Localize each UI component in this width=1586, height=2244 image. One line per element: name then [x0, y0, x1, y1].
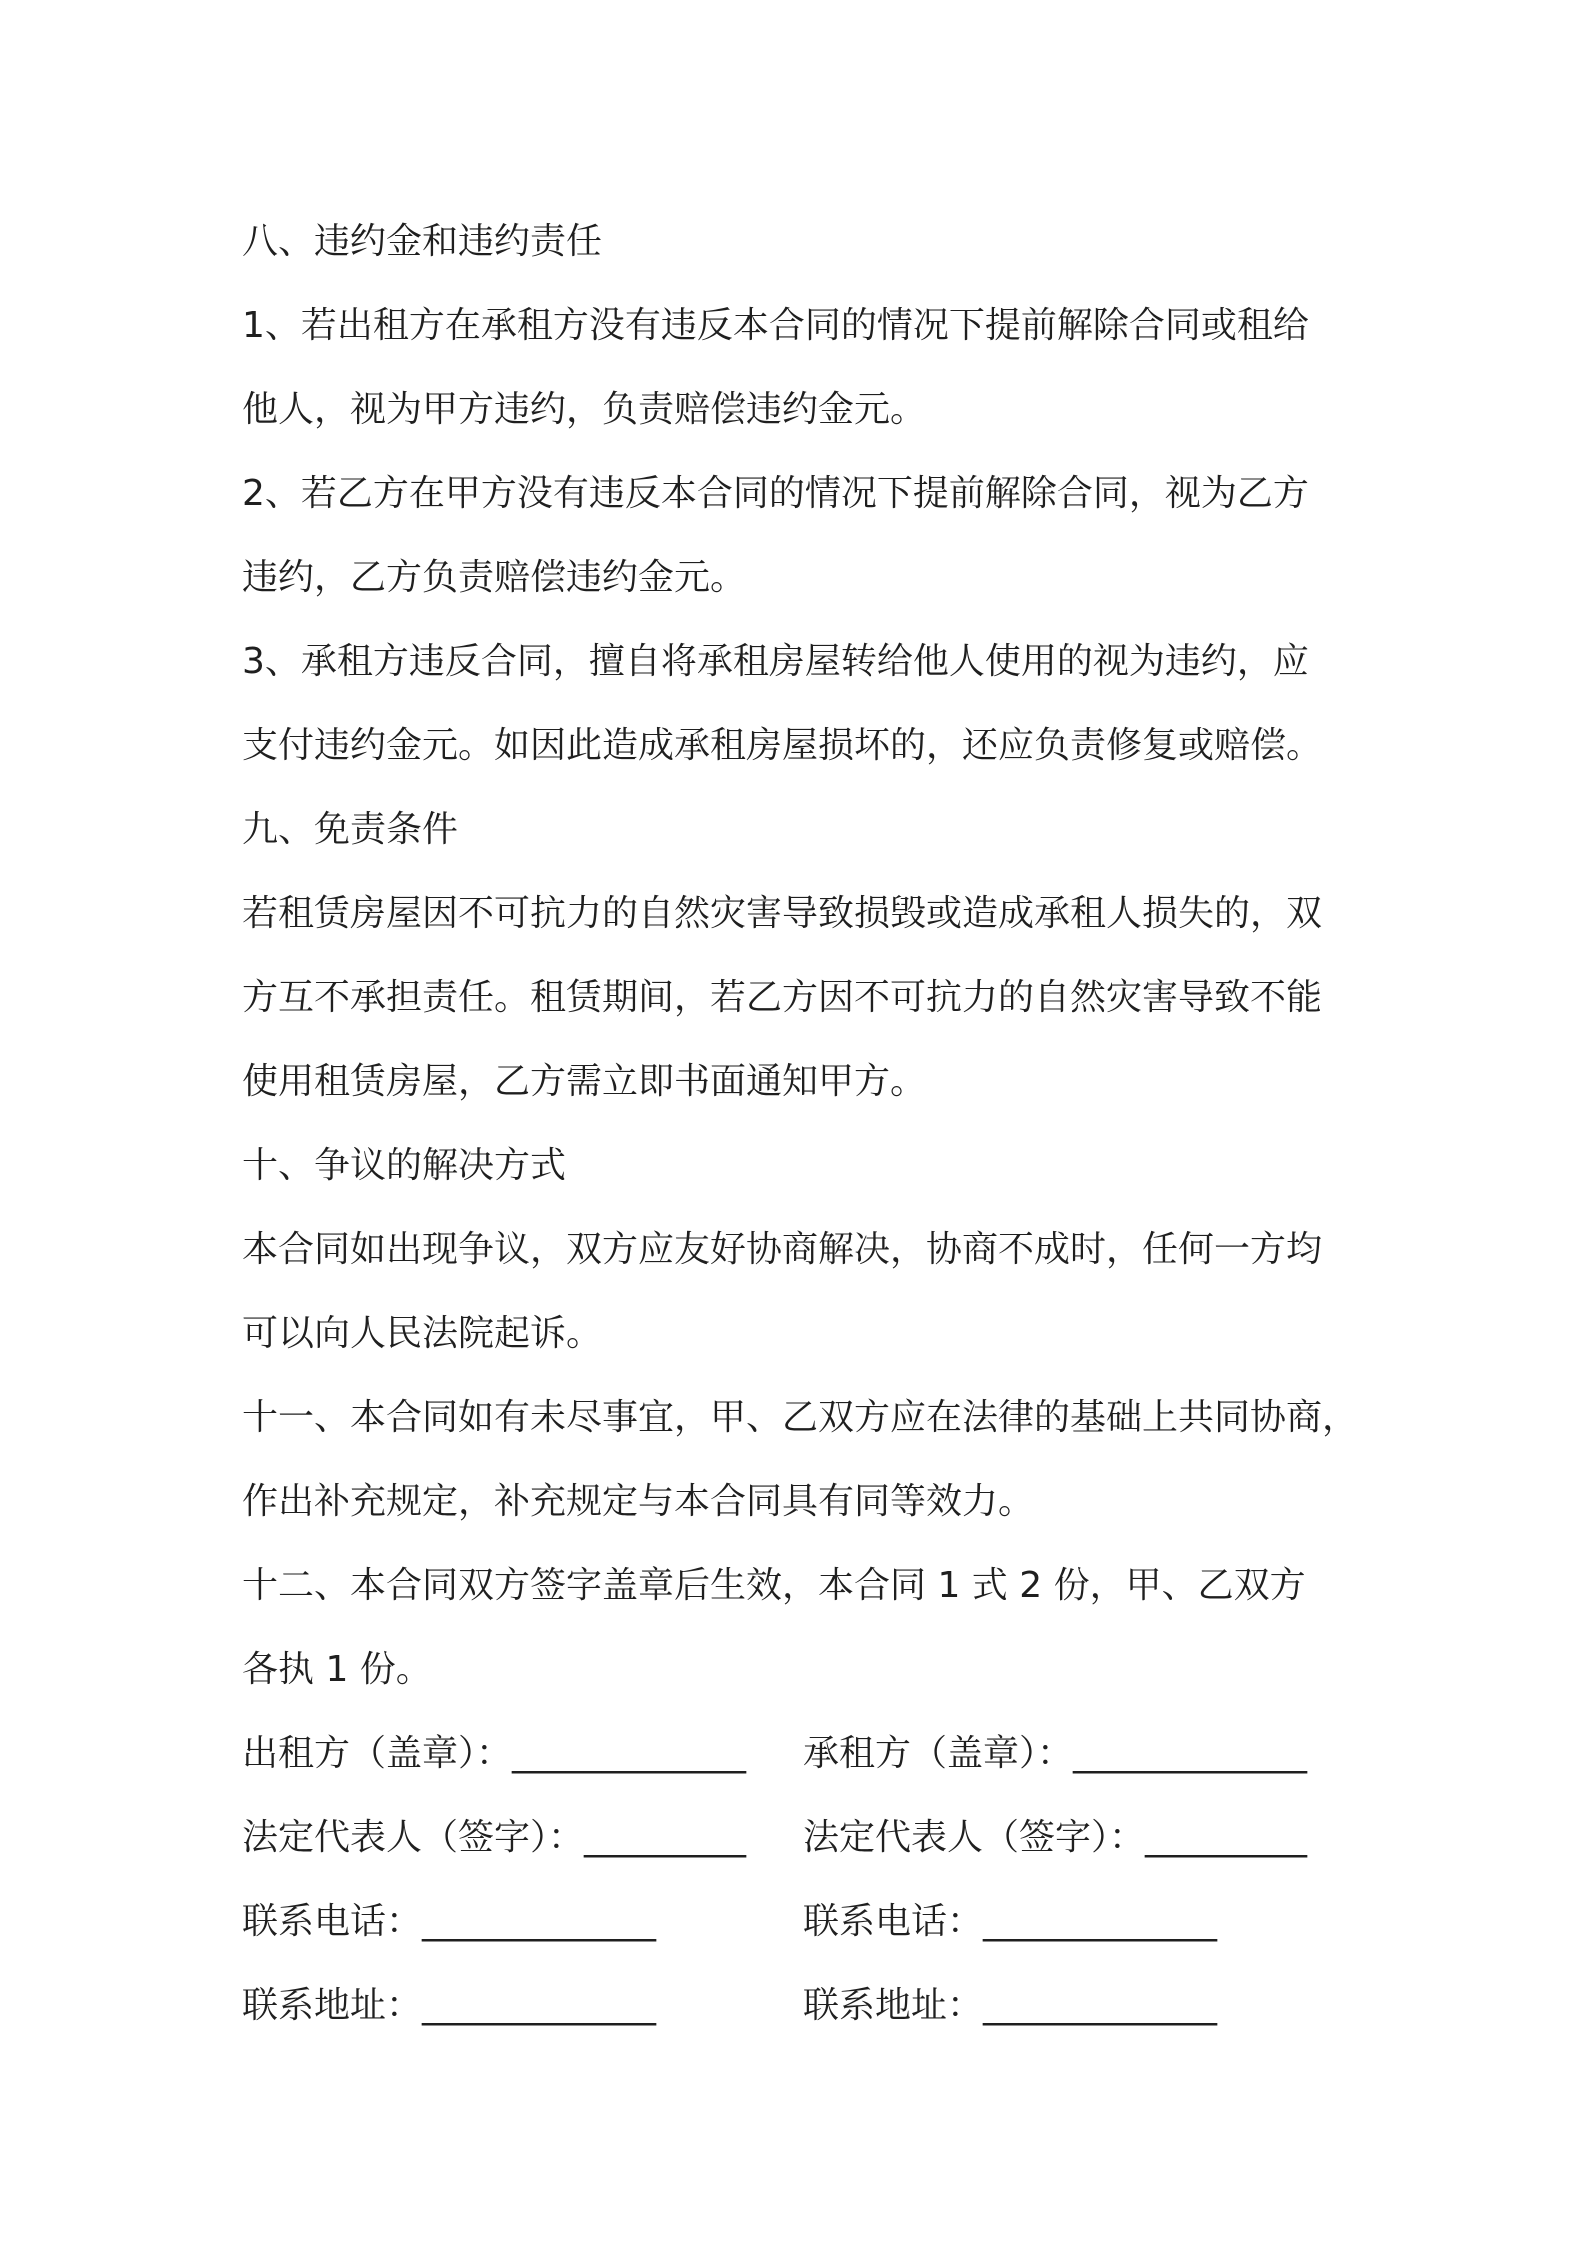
exemption-line-1: 若租赁房屋因不可抗力的自然灾害导致损毁或造成承租人损失的，双 — [242, 893, 1323, 934]
clause-3-line-2: 支付违约金元。如因此造成承租房屋损坏的，还应负责修复或赔偿。 — [242, 725, 1323, 766]
signature-row-phone — [242, 1880, 1362, 1964]
exemption-line-2: 方互不承担责任。租赁期间，若乙方因不可抗力的自然灾害导致不能 — [242, 977, 1323, 1018]
lessor-representative-field: 法定代表人（签字）：_________ — [242, 1817, 747, 1858]
contract-body — [242, 200, 1362, 2048]
lessee-phone-field: 联系电话：_____________ — [803, 1901, 1218, 1942]
signature-row-representative — [242, 1796, 1362, 1880]
signature-row-address — [242, 1964, 1362, 2048]
section-11-line-1: 十一、本合同如有未尽事宜，甲、乙双方应在法律的基础上共同协商， — [242, 1397, 1359, 1438]
clause-1-line-2: 他人，视为甲方违约，负责赔偿违约金元。 — [242, 389, 927, 430]
exemption-line-3: 使用租赁房屋，乙方需立即书面通知甲方。 — [242, 1061, 927, 1102]
section-12-line-1: 十二、本合同双方签字盖章后生效，本合同 1 式 2 份，甲、乙双方 — [242, 1565, 1306, 1606]
section-12-line-2: 各执 1 份。 — [242, 1649, 432, 1690]
dispute-line-1: 本合同如出现争议，双方应友好协商解决，协商不成时，任何一方均 — [242, 1229, 1323, 1270]
lessor-address-field: 联系地址：_____________ — [242, 1985, 657, 2026]
clause-3-line-1: 3、承租方违反合同，擅自将承租房屋转给他人使用的视为违约，应 — [242, 641, 1309, 682]
lessor-phone-field: 联系电话：_____________ — [242, 1901, 657, 1942]
section-heading-dispute: 十、争议的解决方式 — [242, 1145, 567, 1186]
signature-row-seal — [242, 1712, 1362, 1796]
dispute-line-2: 可以向人民法院起诉。 — [242, 1313, 603, 1354]
lessee-representative-field: 法定代表人（签字）：_________ — [803, 1817, 1308, 1858]
lessee-seal-field: 承租方（盖章）：_____________ — [803, 1733, 1308, 1774]
lessor-seal-field: 出租方（盖章）：_____________ — [242, 1733, 747, 1774]
clause-1-line-1: 1、若出租方在承租方没有违反本合同的情况下提前解除合同或租给 — [242, 305, 1309, 346]
section-heading-exemption: 九、免责条件 — [242, 809, 459, 850]
section-heading-breach: 八、违约金和违约责任 — [242, 221, 603, 262]
section-11-line-2: 作出补充规定，补充规定与本合同具有同等效力。 — [242, 1481, 1035, 1522]
clause-2-line-2: 违约，乙方负责赔偿违约金元。 — [242, 557, 747, 598]
lessee-address-field: 联系地址：_____________ — [803, 1985, 1218, 2026]
clause-2-line-1: 2、若乙方在甲方没有违反本合同的情况下提前解除合同，视为乙方 — [242, 473, 1309, 514]
